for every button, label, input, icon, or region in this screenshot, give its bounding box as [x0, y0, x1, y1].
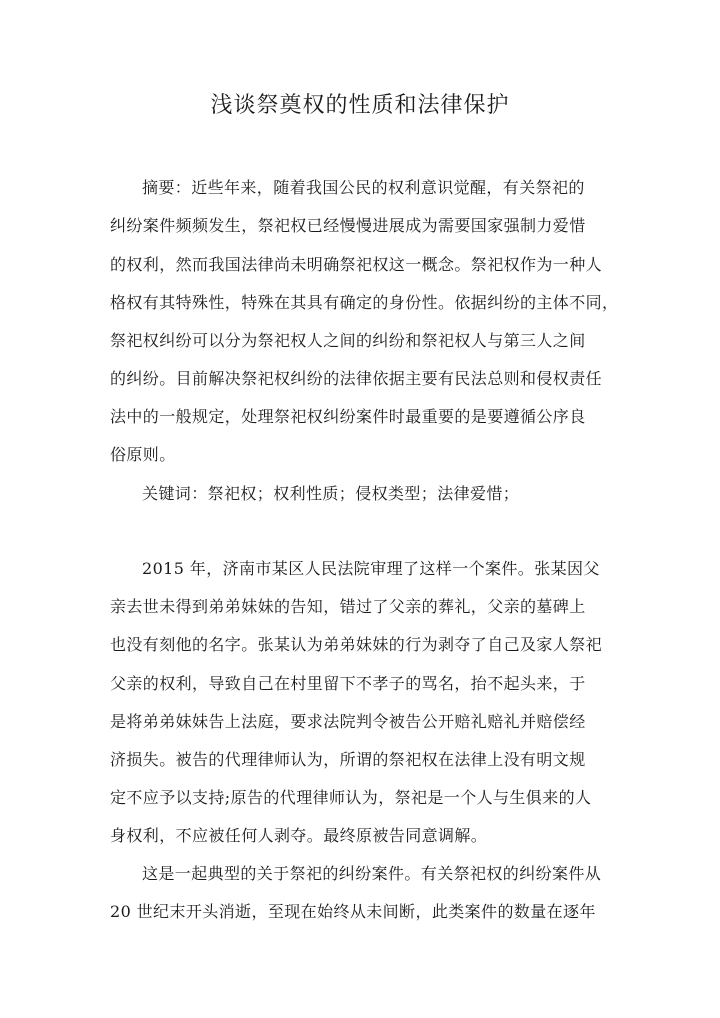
body-line: 也没有刻他的名字。张某认为弟弟妹妹的行为剥夺了自己及家人祭祀: [110, 635, 603, 654]
body-line: 2015 年，济南市某区人民法院审理了这样一个案件。张某因父: [142, 559, 600, 578]
body-line: 这是一起典型的关于祭祀的纠纷案件。有关祭祀权的纠纷案件从: [142, 864, 602, 883]
abstract-line: 摘要：近些年来，随着我国公民的权利意识觉醒，有关祭祀的: [142, 178, 585, 197]
body-line: 父亲的权利，导致自己在村里留下不孝子的骂名，抬不起头来，于: [110, 674, 586, 693]
abstract-line: 俗原则。: [110, 445, 176, 464]
keywords-line: 关键词：祭祀权；权利性质；侵权类型；法律爱惜；: [142, 484, 520, 503]
abstract-line: 纠纷案件频频发生，祭祀权已经慢慢进展成为需要国家强制力爱惜: [110, 216, 586, 235]
abstract-line: 格权有其特殊性，特殊在其具有确定的身份性。依据纠纷的主体不同，: [110, 293, 619, 312]
document-title: 浅谈祭奠权的性质和法律保护: [210, 93, 510, 118]
body-line: 济损失。被告的代理律师认为，所谓的祭祀权在法律上没有明文规: [110, 750, 586, 769]
body-line: 定不应予以支持;原告的代理律师认为，祭祀是一个人与生俱来的人: [110, 788, 592, 807]
abstract-line: 祭祀权纠纷可以分为祭祀权人之间的纠纷和祭祀权人与第三人之间: [110, 331, 586, 350]
abstract-line: 的纠纷。目前解决祭祀权纠纷的法律依据主要有民法总则和侵权责任: [110, 369, 603, 388]
abstract-line: 法中的一般规定，处理祭祀权纠纷案件时最重要的是要遵循公序良: [110, 407, 586, 426]
body-line: 是将弟弟妹妹告上法庭，要求法院判令被告公开赔礼赔礼并赔偿经: [110, 712, 586, 731]
body-line: 身权利，不应被任何人剥夺。最终原被告同意调解。: [110, 826, 488, 845]
body-line: 亲去世未得到弟弟妹妹的告知，错过了父亲的葬礼，父亲的墓碑上: [110, 597, 586, 616]
body-line: 20 世纪末开头消逝，至现在始终从未间断，此类案件的数量在逐年: [110, 902, 596, 921]
abstract-line: 的权利，然而我国法律尚未明确祭祀权这一概念。祭祀权作为一种人: [110, 255, 603, 274]
